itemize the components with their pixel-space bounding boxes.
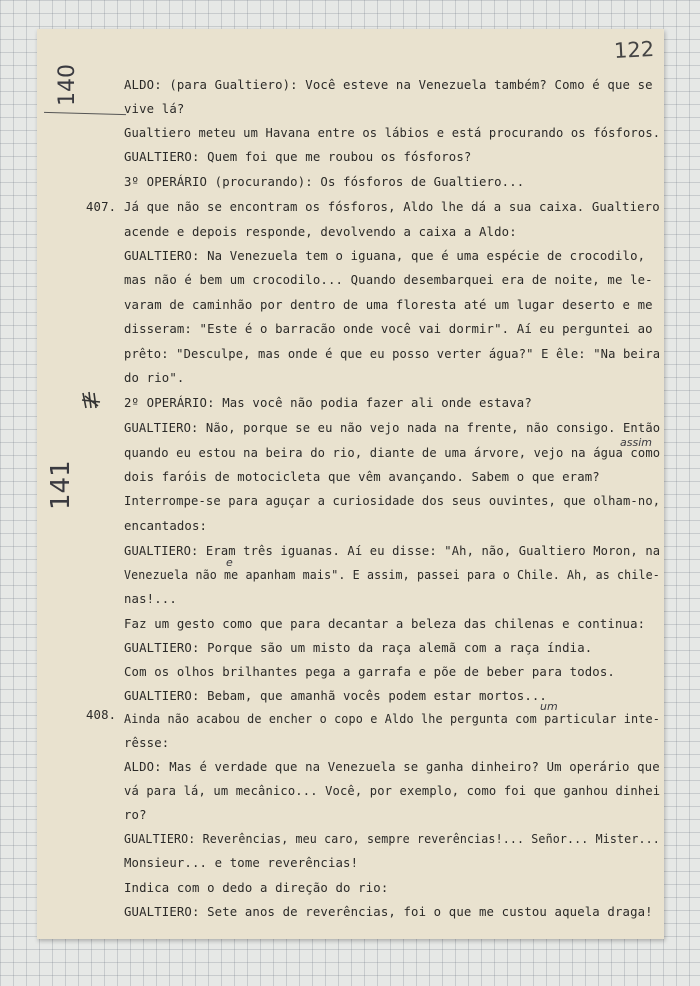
script-line: Interrompe-se para aguçar a curiosidade dos seus ouvintes, que olham-no, — [124, 494, 661, 508]
script-line: GUALTIERO: Sete anos de reverências, foi o que me custou aquela draga! — [124, 905, 653, 919]
script-line: Ainda não acabou de encher o copo e Aldo lhe pergunta com particular inte- — [124, 712, 661, 726]
script-line: GUALTIERO: Não, porque se eu não vejo nada na frente, não consigo. Então — [124, 421, 661, 435]
script-line: 2º OPERÁRIO: Mas você não podia fazer ali onde estava? — [124, 396, 532, 410]
script-line: GUALTIERO: Bebam, que amanhã vocês podem estar mortos... — [124, 689, 547, 703]
script-line: Indica com o dedo a direção do rio: — [124, 881, 389, 895]
scene-number: 407. — [86, 200, 117, 214]
script-line: GUALTIERO: Porque são um misto da raça alemã com a raça índia. — [124, 641, 593, 655]
script-line: Monsieur... e tome reverências! — [124, 856, 359, 870]
margin-note-top: 140 — [55, 64, 80, 106]
script-line: Faz um gesto como que para decantar a beleza das chilenas e continua: — [124, 617, 646, 631]
script-line: Venezuela não me apanham mais". E assim, passei para o Chile. Ah, as chile- — [124, 568, 660, 582]
handwritten-insertion: e — [226, 556, 233, 569]
margin-note-middle: 141 — [46, 460, 76, 510]
script-line: GUALTIERO: Quem foi que me roubou os fósforos? — [124, 150, 472, 164]
script-line: acende e depois responde, devolvendo a caixa a Aldo: — [124, 225, 517, 239]
scene-number: 408. — [86, 708, 117, 722]
document-sheet — [37, 29, 664, 939]
script-line: GUALTIERO: Na Venezuela tem o iguana, que é uma espécie de crocodilo, — [124, 249, 646, 263]
script-line: vá para lá, um mecânico... Você, por exemplo, como foi que ganhou dinhei — [124, 784, 661, 798]
handwritten-insertion: um — [540, 700, 558, 713]
script-line: do rio". — [124, 371, 185, 385]
script-line: encantados: — [124, 519, 208, 533]
script-line: disseram: "Este é o barracão onde você vai dormir". Aí eu perguntei ao — [124, 322, 653, 336]
script-line: ALDO: Mas é verdade que na Venezuela se ganha dinheiro? Um operário que — [124, 760, 660, 774]
script-line: vive lá? — [124, 102, 185, 116]
script-line: quando eu estou na beira do rio, diante de uma árvore, vejo na água como — [124, 446, 661, 460]
script-line: GUALTIERO: Reverências, meu caro, sempre reverências!... Señor... Mister... — [124, 832, 660, 846]
script-line: ro? — [124, 808, 147, 822]
script-line: rêsse: — [124, 736, 170, 750]
script-line: Gualtiero meteu um Havana entre os lábios e está procurando os fósforos. — [124, 126, 661, 140]
script-line: varam de caminhão por dentro de uma floresta até um lugar deserto e me — [124, 298, 653, 312]
script-line: Com os olhos brilhantes pega a garrafa e põe de beber para todos. — [124, 665, 615, 679]
script-line: prêto: "Desculpe, mas onde é que eu posso verter água?" E êle: "Na beira — [124, 347, 661, 361]
script-line: nas!... — [124, 592, 177, 606]
script-line: GUALTIERO: Eram três iguanas. Aí eu disse: "Ah, não, Gualtiero Moron, na — [124, 544, 661, 558]
handwritten-insertion: assim — [620, 436, 652, 449]
margin-scribble-icon — [80, 390, 104, 410]
script-line: Já que não se encontram os fósforos, Aldo lhe dá a sua caixa. Gualtiero — [124, 200, 660, 214]
script-line: 3º OPERÁRIO (procurando): Os fósforos de Gualtiero... — [124, 175, 525, 189]
script-line: dois faróis de motocicleta que vêm avançando. Sabem o que eram? — [124, 470, 600, 484]
script-line: mas não é bem um crocodilo... Quando desembarquei era de noite, me le- — [124, 273, 653, 287]
script-line: ALDO: (para Gualtiero): Você esteve na Venezuela também? Como é que se — [124, 78, 653, 92]
page-number: 122 — [613, 36, 655, 64]
